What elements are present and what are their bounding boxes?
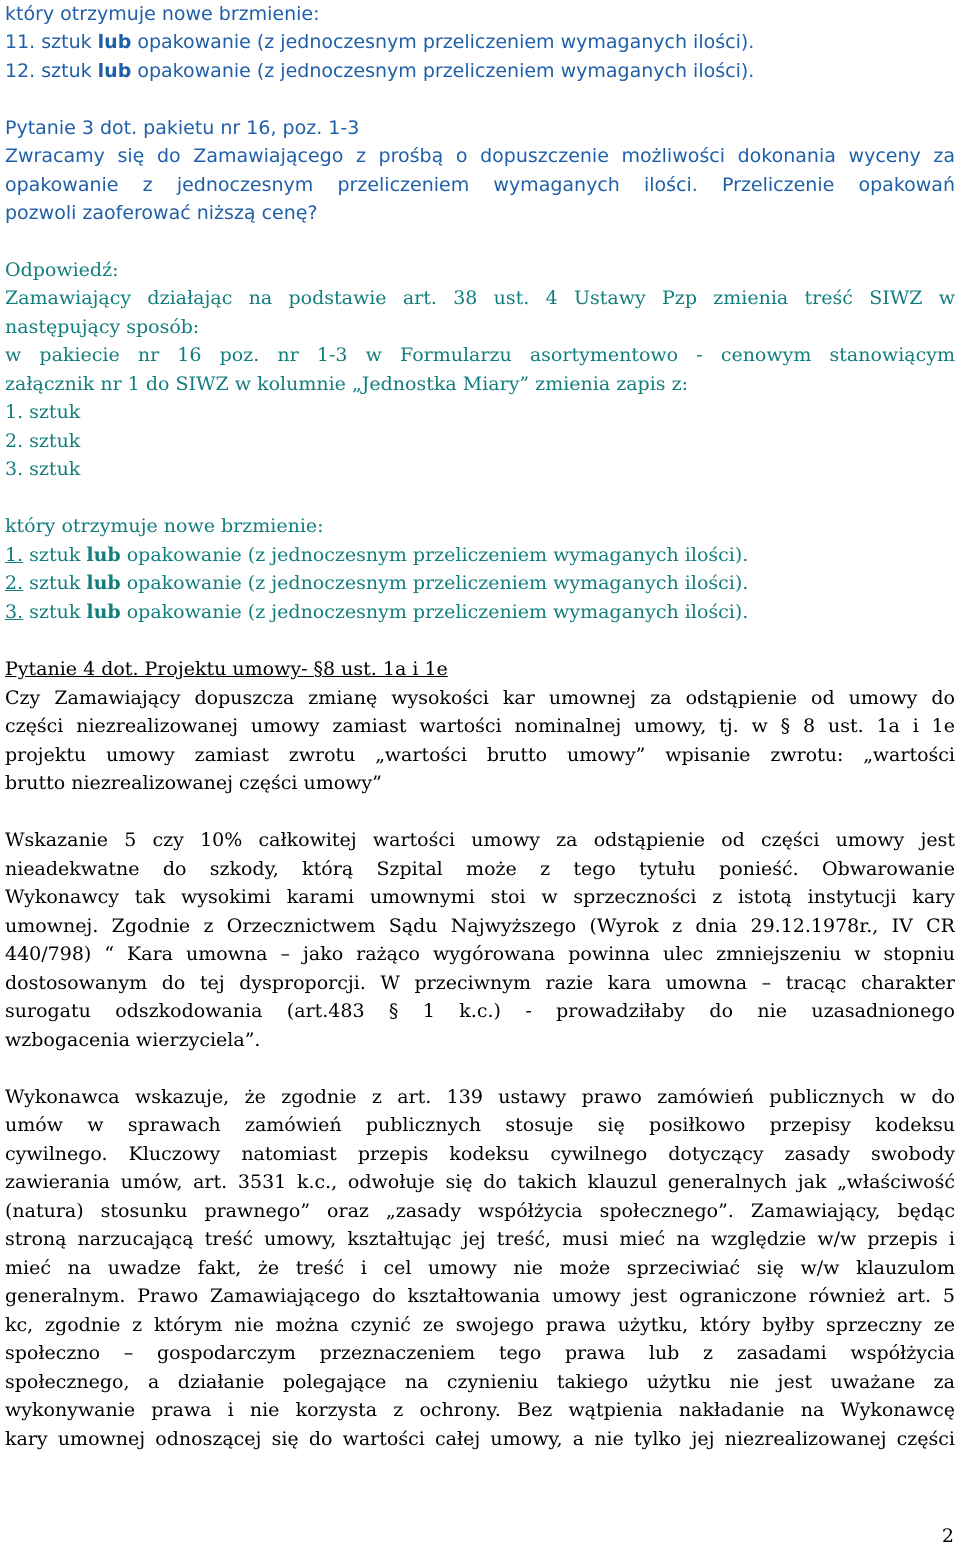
q4-p3-line: kc, zgodnie z którym nie można czynić ze swojego prawa użytku, który byłby sprzeczny ze: [5, 1314, 955, 1336]
q4-p2-line: Wskazanie 5 czy 10% całkowitej wartości umowy za odstąpienie od części umowy jest: [5, 829, 955, 851]
q4-p3-line: społeczno – gospodarczym przeznaczeniem tego prawa lub z zasadami współżycia: [5, 1342, 955, 1364]
q4-p3-line: wykonywanie prawa i nie korzysta z ochrony. Bez wątpienia nakładanie na Wykonawcę: [5, 1399, 955, 1421]
q4-p3-line: stroną narzucającą treść umowy, kształtując jej treść, musi mieć na względzie w/w przepis i: [5, 1228, 955, 1250]
q4-p3-line: zawierania umów, art. 3531 k.c., odwołuje się do takich klauzul generalnych jak „właściwość: [5, 1171, 955, 1193]
q4-p1-line: części niezrealizowanej umowy zamiast wartości nominalnej umowy, tj. w § 8 ust. 1a i 1e: [5, 715, 955, 737]
q4-p3-line: kary umownej odnoszącej się do wartości całej umowy, a nie tylko jej niezrealizowanej części: [5, 1428, 955, 1450]
new-wording-heading: który otrzymuje nowe brzmienie:: [5, 515, 324, 537]
q4-p1-line: brutto niezrealizowanej części umowy”: [5, 772, 382, 794]
question-3-line: opakowanie z jednoczesnym przeliczeniem wymaganych ilości. Przeliczenie opakowań: [5, 174, 955, 196]
answer-line: załącznik nr 1 do SIWZ w kolumnie „Jednostka Miary” zmienia zapis z:: [5, 373, 688, 395]
question-4-title: Pytanie 4 dot. Projektu umowy- §8 ust. 1a i 1e: [5, 658, 448, 680]
unit-item: 2. sztuk: [5, 430, 81, 452]
question-3-line: Zwracamy się do Zamawiającego z prośbą o dopuszczenie możliwości dokonania wyceny za: [5, 145, 955, 167]
top-heading: który otrzymuje nowe brzmienie:: [5, 3, 320, 25]
new-item: 2. sztuk lub opakowanie (z jednoczesnym przeliczeniem wymaganych ilości).: [5, 572, 749, 594]
q4-p3-line: cywilnego. Kluczowy natomiast przepis kodeksu cywilnego dotyczący zasady swobody: [5, 1143, 955, 1165]
q4-p3-line: mieć na uwadze fakt, że treść i cel umowy nie może sprzeciwiać się w/w klauzulom: [5, 1257, 955, 1279]
q4-p2-line: 440/798) “ Kara umowna – jako rażąco wygórowana powinna ulec zmniejszeniu w stopniu: [5, 943, 955, 965]
answer-line: Zamawiający działając na podstawie art. 38 ust. 4 Ustawy Pzp zmienia treść SIWZ w: [5, 287, 955, 309]
question-3-line: pozwoli zaoferować niższą cenę?: [5, 202, 318, 224]
q4-p2-line: wzbogacenia wierzyciela”.: [5, 1029, 261, 1051]
unit-item: 3. sztuk: [5, 458, 81, 480]
q4-p2-line: nieadekwatne do szkody, którą Szpital może z tego tytułu ponieść. Obwarowanie: [5, 858, 955, 880]
q4-p3-line: generalnym. Prawo Zamawiającego do kształtowania umowy jest ograniczone również art. 5: [5, 1285, 955, 1307]
q4-p1-line: projektu umowy zamiast zwrotu „wartości brutto umowy” wpisanie zwrotu: „wartości: [5, 744, 955, 766]
q4-p2-line: dostosowanym do tej dysproporcji. W przeciwnym razie kara umowna – tracąc charakter: [5, 972, 955, 994]
page-number: 2: [941, 1525, 954, 1547]
question-3-title: Pytanie 3 dot. pakietu nr 16, poz. 1-3: [5, 117, 360, 139]
q4-p2-line: Wykonawcy tak wysokimi karami umownymi stoi w sprzeczności z istotą instytucji kary: [5, 886, 955, 908]
q4-p3-line: społecznego, a działanie polegające na czynieniu takiego użytku nie jest uważane za: [5, 1371, 955, 1393]
new-item: 1. sztuk lub opakowanie (z jednoczesnym przeliczeniem wymaganych ilości).: [5, 544, 749, 566]
q4-p3-line: Wykonawca wskazuje, że zgodnie z art. 139 ustawy prawo zamówień publicznych w do: [5, 1086, 955, 1108]
answer-label: Odpowiedź:: [5, 259, 119, 281]
top-item-12: 12. sztuk lub opakowanie (z jednoczesnym przeliczeniem wymaganych ilości).: [5, 60, 755, 82]
q4-p1-line: Czy Zamawiający dopuszcza zmianę wysokości kar umownej za odstąpienie od umowy do: [5, 687, 955, 709]
q4-p3-line: (natura) stosunku prawnego” oraz „zasady współżycia społecznego”. Zamawiający, będąc: [5, 1200, 955, 1222]
new-item: 3. sztuk lub opakowanie (z jednoczesnym przeliczeniem wymaganych ilości).: [5, 601, 749, 623]
answer-line: następujący sposób:: [5, 316, 200, 338]
q4-p2-line: surogatu odszkodowania (art.483 § 1 k.c.) - prowadziłaby do nie uzasadnionego: [5, 1000, 955, 1022]
q4-p3-line: umów w sprawach zamówień publicznych stosuje się posiłkowo przepisy kodeksu: [5, 1114, 955, 1136]
answer-line: w pakiecie nr 16 poz. nr 1-3 w Formularzu asortymentowo - cenowym stanowiącym: [5, 344, 955, 366]
unit-item: 1. sztuk: [5, 401, 81, 423]
top-item-11: 11. sztuk lub opakowanie (z jednoczesnym przeliczeniem wymaganych ilości).: [5, 31, 755, 53]
q4-p2-line: umownej. Zgodnie z Orzecznictwem Sądu Najwyższego (Wyrok z dnia 29.12.1978r., IV CR: [5, 915, 955, 937]
